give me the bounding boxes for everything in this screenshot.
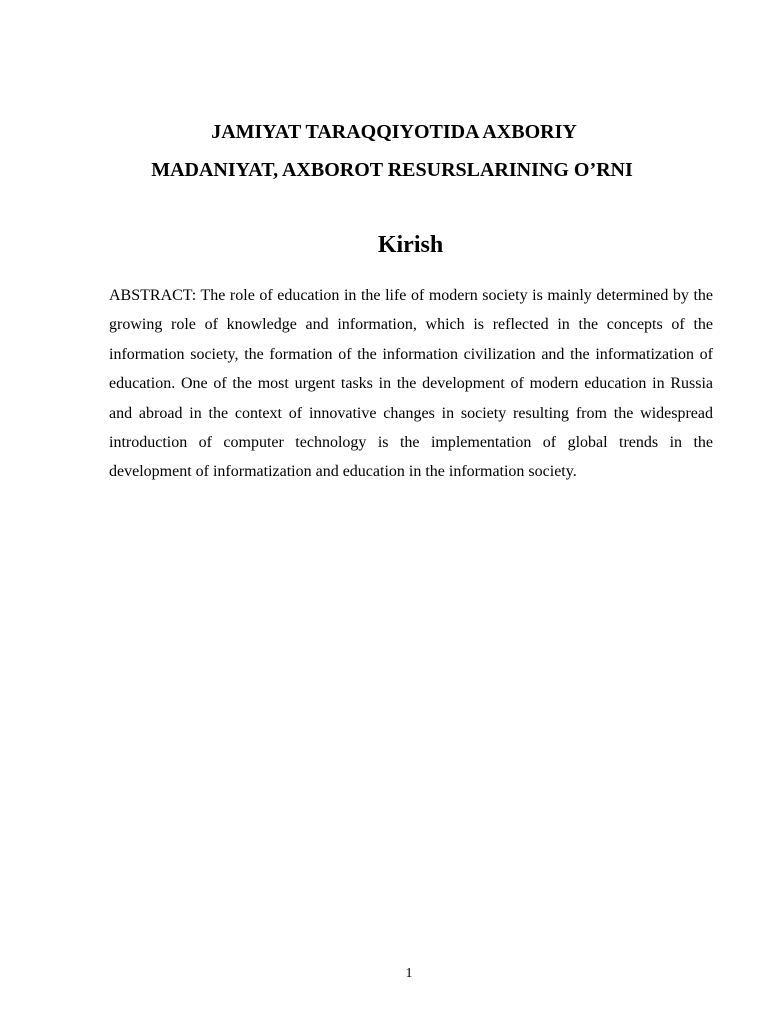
document-title-line-2: MADANIYAT, AXBOROT RESURSLARINING O’RNI — [151, 159, 633, 181]
section-heading: Kirish — [377, 232, 444, 258]
page-number: 1 — [405, 966, 413, 981]
document-title-line-1: JAMIYAT TARAQQIYOTIDA AXBORIY — [211, 121, 577, 143]
abstract-paragraph: ABSTRACT: The role of education in the life of modern society is mainly determined by the growing role of knowledge and information, which is reflected in the concepts of the information society, the formation of the information civilization and the informatization of education. One of the most urgent tasks in the development of modern education in Russia and abroad in the context of innovative changes in society resulting from the widespread introduction of computer technology is the implementation of global trends in the development of informatization and education in the information society. — [109, 287, 713, 481]
